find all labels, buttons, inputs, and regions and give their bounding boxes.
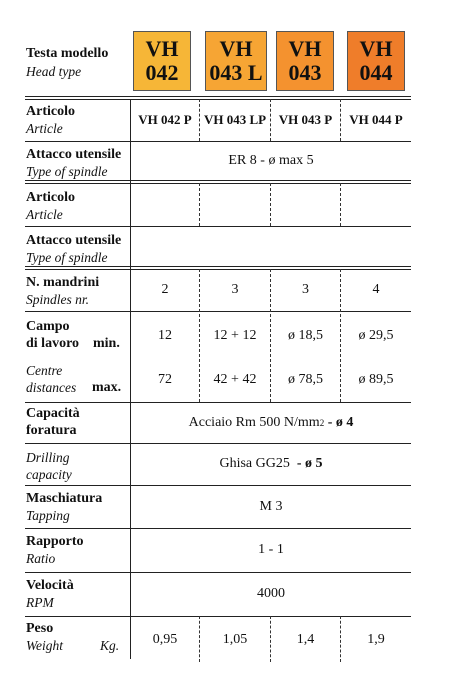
range-min-cell: 12 [158,328,172,343]
range-min-cell: ø 18,5 [288,328,323,343]
tapping-cell: M 3 [259,498,283,514]
weight-cell: 1,9 [367,632,385,647]
model-line2: 043 [288,60,322,85]
speed-cell: 4000 [257,586,285,601]
row-label-it: Rapporto [26,534,84,549]
drilling-iron-value: - ø 5 [296,456,323,471]
row-label-en: distances [26,380,77,395]
row-label-it: Articolo [26,190,75,205]
model-line2: 042 [145,60,179,85]
row-label-it: Peso [26,621,54,636]
row-label-en: Drilling [26,450,70,465]
row-label-it: Campo [26,319,70,334]
row-unit-min: min. [93,336,120,351]
header-label-en: Head type [26,64,82,79]
spindles-cell: 2 [161,282,169,297]
drilling-steel-value: - ø 4 [327,414,354,430]
drilling-iron-text: Ghisa GG25 [219,456,290,471]
article-cell: VH 044 P [349,112,403,127]
row-label-it: Maschiatura [26,491,103,506]
model-vh042 [133,31,191,91]
row-label-it: Velocità [26,578,74,593]
article-cell: VH 043 P [278,112,333,127]
row-label-it: foratura [26,423,77,438]
spindles-cell: 3 [302,282,309,297]
model-vh043 [276,31,334,91]
weight-cell: 0,95 [152,632,178,647]
row-unit-max: max. [92,380,122,395]
row-label-it: Articolo [26,104,75,119]
column-divider [199,183,200,226]
column-divider [270,183,271,226]
row-label-it: Capacità [26,406,80,421]
divider [25,616,411,617]
range-max-cell: 72 [158,372,172,387]
model-line1: VH [288,36,322,61]
row-unit-kg: Kg. [100,638,120,653]
drilling-steel-cell [131,402,411,443]
divider-double [25,96,411,97]
row-label-en: Article [26,121,63,136]
row-label-it: N. mandrini [26,275,100,290]
model-line1: VH [219,36,253,61]
row-label-en: Type of spindle [26,164,108,179]
drilling-iron-cell [131,443,411,485]
row-label-en: Tapping [26,508,70,523]
model-line2: 044 [359,60,393,85]
spindles-cell: 4 [372,282,380,297]
drilling-steel-text: Acciaio Rm 500 N/mm [188,414,320,430]
article-cell: VH 043 LP [203,112,267,127]
spindle-type-cell: ER 8 - ø max 5 [228,152,314,168]
row-label-en: capacity [26,467,72,482]
range-max-cell: 42 + 42 [213,372,257,387]
divider [25,311,411,312]
model-line1: VH [359,36,393,61]
row-label-en: Centre [26,363,63,378]
spindles-cell: 3 [231,282,239,297]
weight-cell: 1,05 [222,632,248,647]
range-max-cell: ø 78,5 [288,372,323,387]
model-vh044 [347,31,405,91]
drilling-steel-sup: 2 [319,417,325,428]
row-label-en: Article [26,207,63,222]
article-cell: VH 042 P [138,112,192,127]
model-line1: VH [145,36,179,61]
divider-double [25,180,411,181]
divider [25,226,411,227]
row-label-en: Type of spindle [26,250,108,265]
header-label-it: Testa modello [26,46,109,61]
row-label-it: di lavoro [26,336,80,351]
row-label-en: Ratio [26,551,56,566]
range-min-cell: ø 29,5 [358,328,394,343]
row-label-en: Weight [26,638,63,653]
weight-cell: 1,4 [296,632,315,647]
row-label-it: Attacco utensile [26,147,122,162]
range-max-cell: ø 89,5 [358,372,394,387]
range-min-cell: 12 + 12 [213,328,257,343]
column-divider [340,183,341,226]
divider-double [25,266,411,267]
model-vh043l [205,31,267,91]
model-line2: 043 L [209,60,263,85]
row-label-it: Attacco utensile [26,233,122,248]
row-label-en: RPM [26,595,54,610]
row-label-en: Spindles nr. [26,292,90,307]
ratio-cell: 1 - 1 [258,542,284,557]
divider-double [25,183,411,184]
